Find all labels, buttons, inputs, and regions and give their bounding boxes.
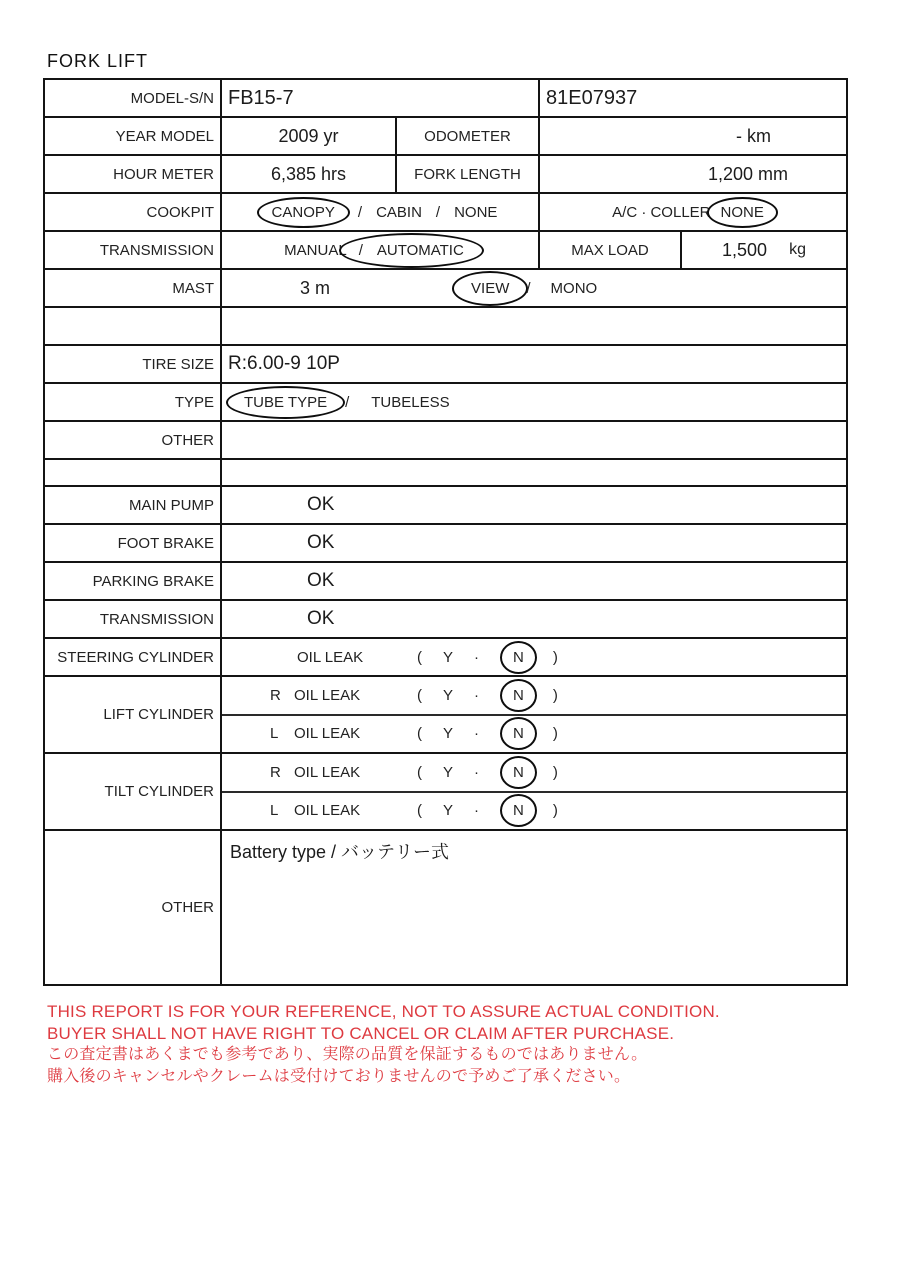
other-bottom-label: OTHER [161,899,214,916]
oil-leak-yes: Y [443,763,454,781]
mast-separator: / [526,279,531,297]
transmission-check-label: TRANSMISSION [99,610,214,628]
spec-table [43,78,848,986]
row-main-pump [45,487,846,525]
lift-r-oil-leak [222,685,846,706]
side-prefix: L [270,802,279,820]
mast-value-cell [220,270,846,306]
fork-length-label: FORK LENGTH [395,156,538,192]
paren-close: ) [552,686,558,704]
blank-1-label [45,308,220,344]
lift-cylinder-label: LIFT CYLINDER [103,706,214,723]
transmission-check-value: OK [220,601,846,637]
dot-separator: · [474,725,480,743]
disclaimer-line-3: この査定書はあくまでも参考であり、実際の品質を保証するものではありません。 [47,1046,648,1063]
blank-1-value [220,308,846,344]
transmission-separator: / [358,241,363,259]
ac-options [538,194,846,230]
oil-leak-yn-group [417,685,558,706]
row-cookpit-ac [45,194,846,232]
tire-type-separator: / [345,393,350,411]
row-blank-2 [45,460,846,487]
oil-leak-yes: Y [443,686,454,704]
row-lift-cylinder [45,677,846,754]
max-load-value: 1,500 [722,239,768,260]
selection-ellipse-n [500,794,537,827]
tire-type-label: TYPE [174,393,214,411]
row-hour-fork [45,156,846,194]
model-sn-label: MODEL-S/N [130,89,214,107]
odometer-value: - km [538,118,846,154]
oil-leak-item: OIL LEAK [294,725,361,743]
row-steering-cylinder [45,639,846,677]
other-bottom-value: Battery type / バッテリー式 [220,831,846,984]
row-transmission-check [45,601,846,639]
mast-option-mono: MONO [550,279,598,297]
ac-option-none: NONE [720,203,764,221]
tire-type-option-tube: TUBE TYPE [244,393,328,411]
main-pump-label: MAIN PUMP [128,496,214,514]
oil-leak-item: OIL LEAK [297,648,364,666]
blank-2-label [45,460,220,485]
hour-meter-label: HOUR METER [113,165,214,183]
row-transmission-maxload [45,232,846,270]
row-parking-brake [45,563,846,601]
paren-close: ) [552,802,558,820]
hour-meter-value: 6,385 hrs [220,156,395,192]
fork-length-value: 1,200 mm [538,156,846,192]
tilt-cylinder-left-row [222,793,846,830]
transmission-options [220,232,538,268]
row-tilt-cylinder [45,754,846,831]
main-pump-value: OK [220,487,846,523]
selection-ellipse-automatic [339,233,484,268]
parking-brake-value: OK [220,563,846,599]
oil-leak-no: N [513,648,524,666]
paren-close: ) [552,763,558,781]
year-model-value: 2009 yr [220,118,395,154]
paren-open: ( [417,686,422,704]
blank-2-value [220,460,846,485]
oil-leak-yn-group [417,800,558,821]
lift-cylinder-left-row [222,716,846,753]
side-prefix: L [270,725,279,743]
paren-open: ( [417,725,422,743]
foot-brake-value: OK [220,525,846,561]
steering-cylinder-value [220,639,846,675]
lift-cylinder-right-row [222,677,846,716]
selection-ellipse-n [500,717,537,750]
year-model-label: YEAR MODEL [115,127,214,145]
paren-close: ) [552,648,558,666]
oil-leak-item: OIL LEAK [294,763,361,781]
lift-l-oil-leak [222,723,846,744]
row-tire-size [45,346,846,384]
foot-brake-label: FOOT BRAKE [117,534,214,552]
row-year-odometer [45,118,846,156]
selection-ellipse-n [500,679,537,712]
oil-leak-yn-group [417,762,558,783]
cookpit-separator-2: / [435,203,441,221]
dot-separator: · [474,802,480,820]
ac-coller-label: A/C · COLLER [612,203,711,221]
dot-separator: · [474,763,480,781]
cookpit-option-canopy: CANOPY [271,203,335,221]
mast-height-value: 3 m [300,277,331,298]
row-blank-1 [45,308,846,346]
selection-ellipse-ac-none [707,197,778,228]
selection-ellipse-n [500,641,537,674]
selection-ellipse-tube-type [226,386,345,419]
mast-label: MAST [172,279,214,297]
tilt-cylinder-label: TILT CYLINDER [104,783,214,800]
paren-open: ( [417,648,422,666]
oil-leak-no: N [513,763,524,781]
cookpit-options [220,194,538,230]
row-other-bottom [45,831,846,984]
tilt-cylinder-right-row [222,754,846,793]
transmission-option-manual: MANUAL [284,241,347,259]
oil-leak-no: N [513,725,524,743]
tire-type-option-tubeless: TUBELESS [371,393,450,411]
tire-size-value: R:6.00-9 10P [220,346,846,382]
cookpit-option-none: NONE [454,203,498,221]
selection-ellipse-view [452,271,531,306]
side-prefix: R [270,686,281,704]
oil-leak-item: OIL LEAK [294,802,361,820]
row-other-upper [45,422,846,460]
dot-separator: · [474,686,480,704]
oil-leak-yes: Y [443,802,454,820]
disclaimer-line-4: 購入後のキャンセルやクレームは受付けておりませんので予めご了承ください。 [47,1067,631,1085]
disclaimer-text [47,1001,867,1087]
oil-leak-yn-group [417,723,558,744]
parking-brake-label: PARKING BRAKE [92,572,214,590]
cookpit-separator-1: / [357,203,363,221]
max-load-label: MAX LOAD [538,232,680,268]
selection-ellipse-canopy [257,197,350,228]
tire-size-label: TIRE SIZE [142,355,214,373]
oil-leak-no: N [513,802,524,820]
tilt-r-oil-leak [222,762,846,783]
steering-cylinder-label: STEERING CYLINDER [57,648,214,666]
tilt-cylinder-value [220,754,846,829]
serial-number-value: 81E07937 [538,80,846,116]
mast-option-view: VIEW [471,279,510,297]
odometer-label: ODOMETER [395,118,538,154]
row-mast [45,270,846,308]
selection-ellipse-n [500,756,537,789]
tire-type-options [220,384,846,420]
oil-leak-yes: Y [443,648,454,666]
cookpit-label: COOKPIT [146,203,214,221]
cookpit-option-cabin: CABIN [376,203,422,221]
other-upper-label: OTHER [161,431,214,449]
oil-leak-yn-group [417,647,558,668]
oil-leak-no: N [513,686,524,704]
tilt-l-oil-leak [222,800,846,821]
model-value: FB15-7 [220,80,538,116]
paren-open: ( [417,763,422,781]
oil-leak-item: OIL LEAK [294,686,361,704]
lift-cylinder-value [220,677,846,752]
row-tire-type [45,384,846,422]
side-prefix: R [270,763,281,781]
paren-open: ( [417,802,422,820]
row-foot-brake [45,525,846,563]
other-upper-value [220,422,846,458]
dot-separator: · [474,648,480,666]
row-model-sn [45,80,846,118]
transmission-option-automatic: AUTOMATIC [376,241,464,259]
disclaimer-line-1: THIS REPORT IS FOR YOUR REFERENCE, NOT TO ASSURE ACTUAL CONDITION. [47,1002,720,1021]
steering-oil-leak [222,647,846,668]
disclaimer-line-2: BUYER SHALL NOT HAVE RIGHT TO CANCEL OR CLAIM AFTER PURCHASE. [47,1023,675,1043]
max-load-unit: kg [789,241,806,258]
transmission-label: TRANSMISSION [99,241,214,259]
oil-leak-yes: Y [443,725,454,743]
paren-close: ) [552,725,558,743]
page-title: FORK LIFT [47,51,149,71]
max-load-value-cell [680,232,846,268]
